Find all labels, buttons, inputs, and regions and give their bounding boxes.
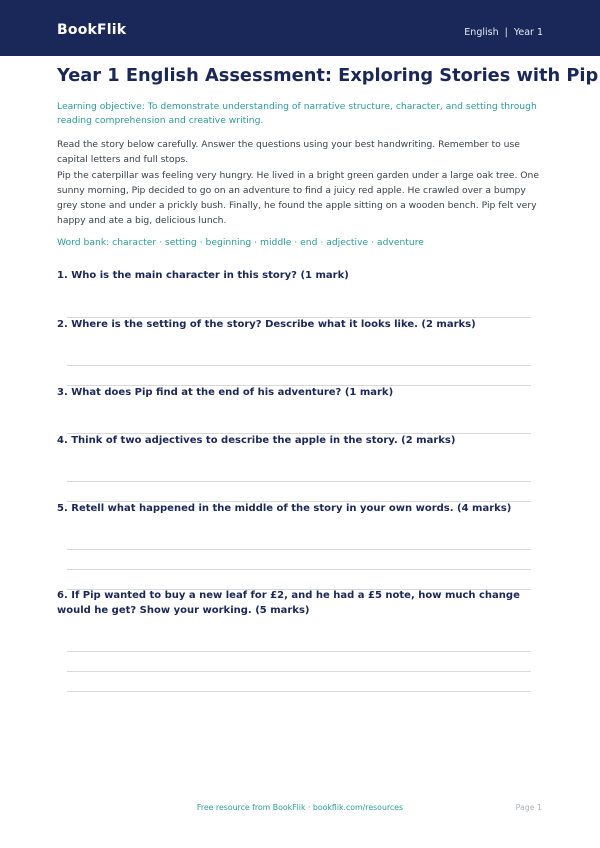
question-6: 6. If Pip wanted to buy a new leaf for £2, and he had a £5 note, how much change would he get? Show your working. (5 marks) xyxy=(57,590,520,616)
question-2: 2. Where is the setting of the story? Describe what it looks like. (2 marks) xyxy=(57,319,476,330)
answer-line[interactable] xyxy=(67,365,531,366)
answer-line[interactable] xyxy=(67,549,531,550)
year-label: Year 1 xyxy=(513,27,543,38)
answer-line[interactable] xyxy=(67,569,531,570)
subject-label: English xyxy=(464,27,499,38)
page-title: Year 1 English Assessment: Exploring Stories with Pip xyxy=(57,65,599,86)
header-separator: | xyxy=(504,27,508,38)
answer-line[interactable] xyxy=(67,691,531,692)
brand-logo[interactable]: BookFlik xyxy=(57,22,127,38)
answer-line[interactable] xyxy=(67,481,531,482)
question-5: 5. Retell what happened in the middle of the story in your own words. (4 marks) xyxy=(57,503,512,514)
learning-objective: Learning objective: To demonstrate understanding of narrative structure, character, and setting through reading comprehension and creative writing. xyxy=(57,101,537,126)
question-3: 3. What does Pip find at the end of his adventure? (1 mark) xyxy=(57,387,394,398)
instructions-text: Read the story below carefully. Answer the questions using your best handwriting. Remember to use capital letters and full stops. xyxy=(57,139,520,165)
answer-line[interactable] xyxy=(67,671,531,672)
question-4: 4. Think of two adjectives to describe the apple in the story. (2 marks) xyxy=(57,435,456,446)
answer-line[interactable] xyxy=(67,651,531,652)
story-text: Pip the caterpillar was feeling very hungry. He lived in a bright green garden under a large oak tree. One sunny morning, Pip decided to go on an adventure to find a juicy red apple. He crawled over a bumpy grey stone and under a prickly bush. Finally, he found the apple sitting on a wooden bench. Pip felt very happy and ate a big, delicious lunch. xyxy=(57,170,539,226)
question-1: 1. Who is the main character in this story? (1 mark) xyxy=(57,270,349,281)
page-number: Page 1 xyxy=(515,803,542,812)
header-bar xyxy=(0,0,600,56)
header-meta xyxy=(464,27,543,38)
footer-link[interactable]: Free resource from BookFlik · bookflik.com/resources xyxy=(196,803,404,812)
word-bank: Word bank: character · setting · beginning · middle · end · adjective · adventure xyxy=(57,237,424,248)
